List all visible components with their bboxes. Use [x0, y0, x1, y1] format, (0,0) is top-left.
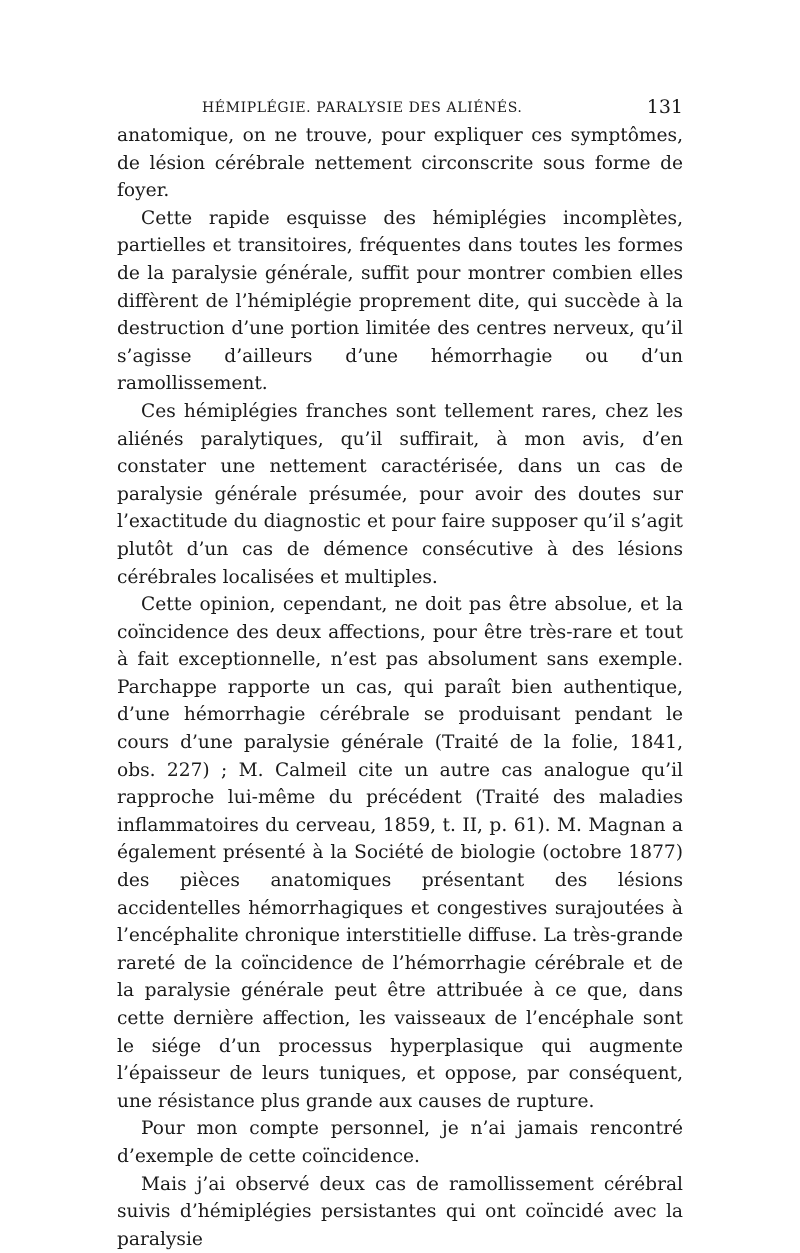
paragraph: Cette rapide esquisse des hémiplégies incomplètes, partielles et transitoires, fréquentes dans toutes les formes de la paralysie générale, suffit pour montrer combien elles diffèrent de l’hémiplégie proprement dite, qui succède à la destruction d’une portion limitée des centres nerveux, qu’il s’agisse d’ailleurs d’une hémorrhagie ou d’un ramollissement. [117, 207, 683, 395]
running-title: HÉMIPLÉGIE. PARALYSIE DES ALIÉNÉS. [202, 100, 523, 116]
paragraph: Pour mon compte personnel, je n’ai jamais rencontré d’exemple de cette coïncidence. [117, 1118, 683, 1167]
body-text [117, 122, 683, 1253]
book-page [117, 92, 683, 1253]
paragraph: Ces hémiplégies franches sont tellement rares, chez les aliénés paralytiques, qu’il suffirait, à mon avis, d’en constater une nettement caractérisée, dans un cas de paralysie générale présumée, pour avoir des doutes sur l’exactitude du diagnostic et pour faire supposer qu’il s’agit plutôt d’un cas de démence consécutive à des lésions cérébrales localisées et multiples. [117, 400, 683, 588]
paragraph: Mais j’ai observé deux cas de ramollissement cérébral suivis d’hémiplégies persistantes qui ont coïncidé avec la paralysie [117, 1173, 683, 1250]
paragraph: Cette opinion, cependant, ne doit pas être absolue, et la coïncidence des deux affections, pour être très-rare et tout à fait exceptionnelle, n’est pas absolument sans exemple. Parchappe rapporte un cas, qui paraît bien authentique, d’une hémorrhagie cérébrale se produisant pendant le cours d’une paralysie générale (Traité de la folie, 1841, obs. 227) ; M. Calmeil cite un autre cas analogue qu’il rapproche lui-même du précédent (Traité des maladies inflammatoires du cerveau, 1859, t. II, p. 61). M. Magnan a également présenté à la Société de biologie (octobre 1877) des pièces anatomiques présentant des lésions accidentelles hémorrhagiques et congestives surajoutées à l’encéphalite chronique interstitielle diffuse. La très-grande rareté de la coïncidence de l’hémorrhagie cérébrale et de la paralysie générale peut être attribuée à ce que, dans cette dernière affection, les vaisseaux de l’encéphale sont le siége d’un processus hyperplasique qui augmente l’épaisseur de leurs tuniques, et oppose, par conséquent, une résistance plus grande aux causes de rupture. [117, 594, 683, 1112]
paragraph-continuation: anatomique, on ne trouve, pour expliquer ces symptômes, de lésion cérébrale nettement circonscrite sous forme de foyer. [117, 125, 683, 202]
page-number: 131 [646, 96, 683, 118]
running-head [117, 92, 683, 122]
